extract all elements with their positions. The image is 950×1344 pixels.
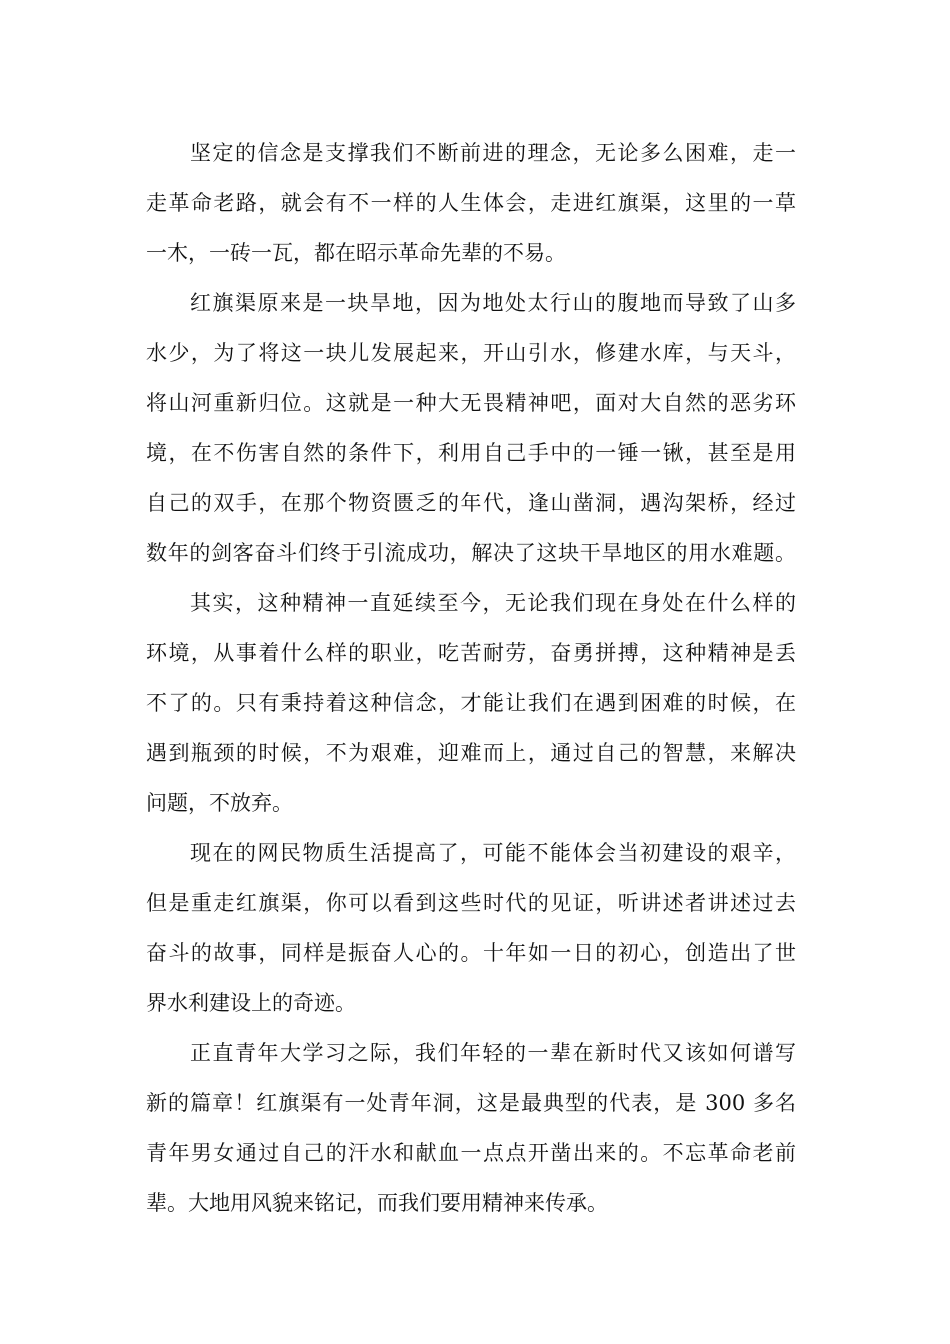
paragraph <box>146 128 796 278</box>
text-line: 界水利建设上的奇迹。 <box>146 991 356 1015</box>
text-line: 但是重走红旗渠，你可以看到这些时代的见证，听讲述者讲述过去 <box>146 891 796 915</box>
text-line: 正直青年大学习之际，我们年轻的一辈在新时代又该如何谱写 <box>190 1041 796 1065</box>
document-body <box>146 128 796 1228</box>
text-line: 其实，这种精神一直延续至今，无论我们现在身处在什么样的 <box>190 591 796 615</box>
text-line: 遇到瓶颈的时候，不为艰难，迎难而上，通过自己的智慧，来解决 <box>146 741 796 765</box>
paragraph <box>146 278 796 578</box>
text-line: 奋斗的故事，同样是振奋人心的。十年如一日的初心，创造出了世 <box>146 941 796 965</box>
text-line: 将山河重新归位。这就是一种大无畏精神吧，面对大自然的恶劣环 <box>146 391 796 415</box>
text-line: 环境，从事着什么样的职业，吃苦耐劳，奋勇拼搏，这种精神是丢 <box>146 641 796 665</box>
text-line: 红旗渠原来是一块旱地，因为地处太行山的腹地而导致了山多 <box>190 291 796 315</box>
text-line: 辈。大地用风貌来铭记，而我们要用精神来传承。 <box>146 1191 608 1215</box>
text-line: 境，在不伤害自然的条件下，利用自己手中的一锤一锹，甚至是用 <box>146 441 796 465</box>
text-line: 自己的双手，在那个物资匮乏的年代，逢山凿洞，遇沟架桥，经过 <box>146 491 796 515</box>
text-line: 坚定的信念是支撑我们不断前进的理念，无论多么困难，走一 <box>190 141 796 165</box>
text-line: 问题，不放弃。 <box>146 791 293 815</box>
text-line: 数年的剑客奋斗们终于引流成功，解决了这块干旱地区的用水难题。 <box>146 541 796 565</box>
text-line: 现在的网民物质生活提高了，可能不能体会当初建设的艰辛， <box>190 841 796 865</box>
text-line: 不了的。只有秉持着这种信念，才能让我们在遇到困难的时候，在 <box>146 691 796 715</box>
paragraph <box>146 1028 796 1228</box>
text-line: 青年男女通过自己的汗水和献血一点点开凿出来的。不忘革命老前 <box>146 1141 796 1165</box>
text-line: 水少，为了将这一块儿发展起来，开山引水，修建水库，与天斗， <box>146 341 796 365</box>
paragraph <box>146 828 796 1028</box>
text-line: 走革命老路，就会有不一样的人生体会，走进红旗渠，这里的一草 <box>146 191 796 215</box>
paragraph <box>146 578 796 828</box>
text-line: 新的篇章！红旗渠有一处青年洞，这是最典型的代表，是 300 多名 <box>146 1091 796 1115</box>
text-line: 一木，一砖一瓦，都在昭示革命先辈的不易。 <box>146 241 566 265</box>
